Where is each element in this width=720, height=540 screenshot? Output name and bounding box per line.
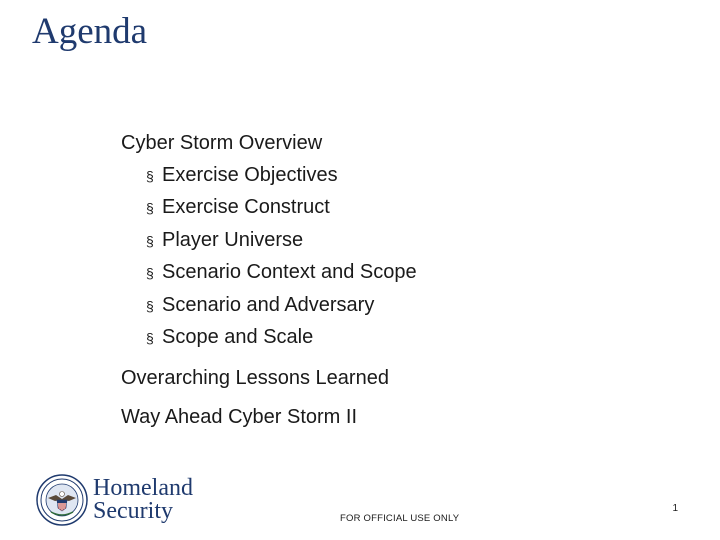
dhs-wordmark xyxy=(93,477,193,523)
agenda-subitem-label: Player Universe xyxy=(162,228,304,251)
section-bullet-icon: § xyxy=(146,167,154,184)
slide-title: Agenda xyxy=(32,11,148,52)
agenda-subitem-label: Scenario and Adversary xyxy=(162,293,375,316)
agenda-list xyxy=(121,128,417,434)
dhs-seal-icon xyxy=(36,474,88,526)
agenda-subitems xyxy=(121,160,417,355)
section-bullet-icon: § xyxy=(146,330,154,346)
page-number: 1 xyxy=(672,503,678,514)
dhs-logo xyxy=(36,474,193,526)
agenda-item-lessons-learned: Overarching Lessons Learned xyxy=(121,366,389,389)
agenda-subitem-label: Scope and Scale xyxy=(162,326,314,348)
agenda-subitem-scope-scale xyxy=(121,322,417,355)
section-bullet-icon: § xyxy=(146,200,154,216)
agenda-item-way-ahead: Way Ahead Cyber Storm II xyxy=(121,406,358,428)
section-bullet-icon: § xyxy=(146,232,154,249)
agenda-item-cyber-storm-overview: Cyber Storm Overview xyxy=(121,132,323,154)
agenda-subitem-label: Exercise Construct xyxy=(162,196,330,218)
section-bullet-icon: § xyxy=(146,297,154,314)
agenda-subitem-exercise-objectives xyxy=(121,160,417,193)
agenda-subitem-player-universe xyxy=(121,225,417,258)
agenda-subitem-label: Exercise Objectives xyxy=(162,163,338,186)
wordmark-line-homeland: Homeland xyxy=(93,475,193,501)
agenda-subitem-label: Scenario Context and Scope xyxy=(162,261,417,283)
agenda-subitem-scenario-context xyxy=(121,257,417,290)
wordmark-line-security: Security xyxy=(93,498,173,524)
section-bullet-icon: § xyxy=(146,265,154,281)
agenda-subitem-exercise-construct xyxy=(121,192,417,225)
agenda-subitem-scenario-adversary xyxy=(121,290,417,323)
classification-marking: FOR OFFICIAL USE ONLY xyxy=(340,513,460,524)
